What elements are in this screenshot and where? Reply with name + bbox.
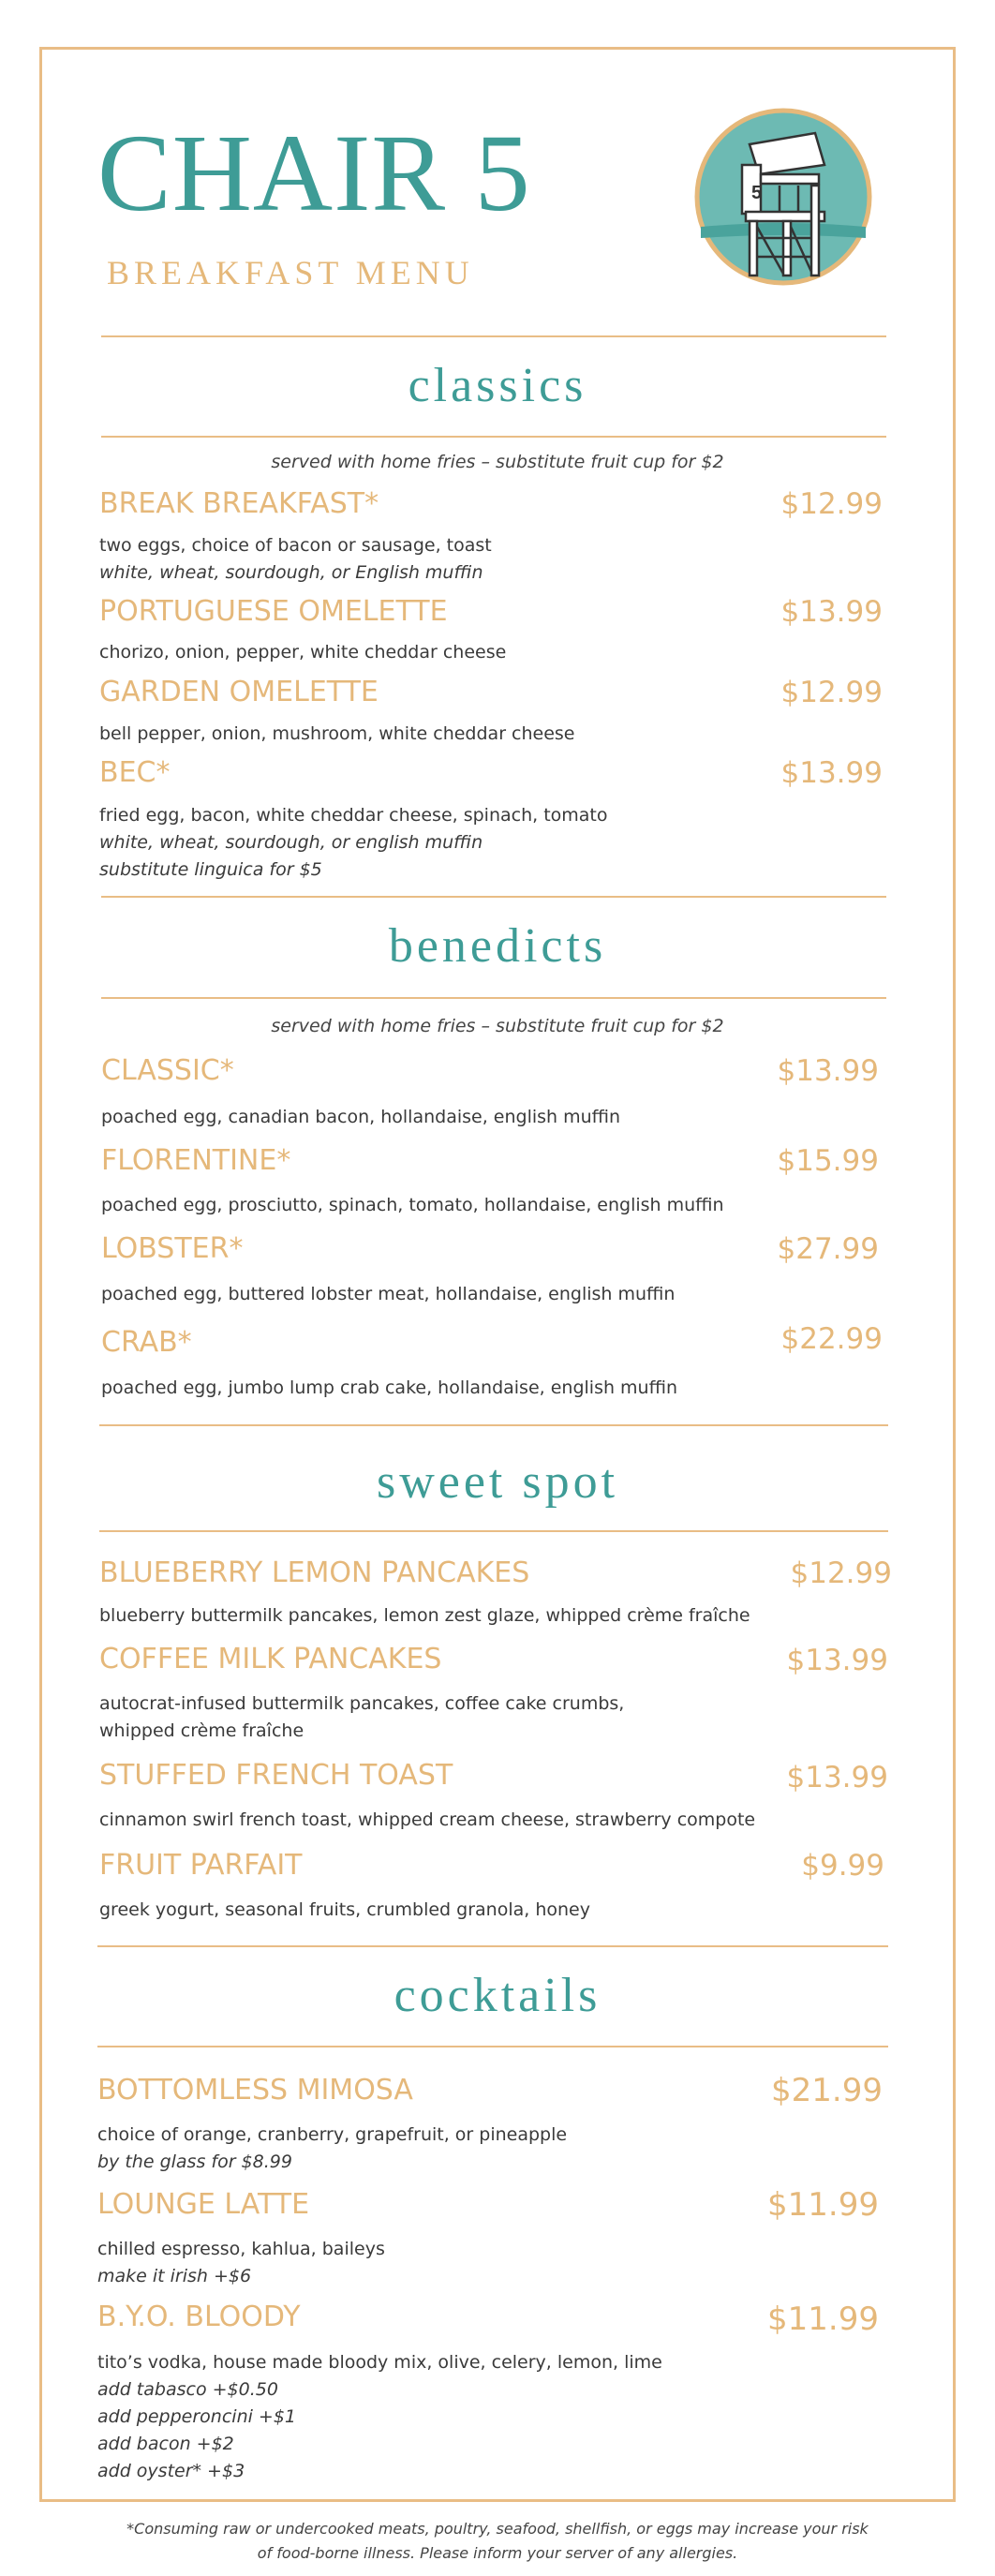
- divider: [97, 1945, 888, 1947]
- item-name: BOTTOMLESS MIMOSA: [97, 2074, 413, 2107]
- divider: [101, 436, 886, 438]
- item-description: poached egg, canadian bacon, hollandaise, english muffin: [101, 1107, 621, 1127]
- item-price: $12.99: [780, 676, 883, 709]
- item-description: blueberry buttermilk pancakes, lemon zest glaze, whipped crème fraîche: [99, 1605, 750, 1626]
- item-name: FLORENTINE*: [101, 1144, 291, 1177]
- item-name: CRAB*: [101, 1326, 192, 1359]
- divider: [99, 1530, 888, 1532]
- divider: [99, 1424, 888, 1426]
- item-description: chilled espresso, kahlua, baileys make it irish +$6: [97, 2239, 385, 2286]
- item-description: fried egg, bacon, white cheddar cheese, spinach, tomato white, wheat, sourdough, or english muffin substitute linguica for $5: [99, 805, 608, 880]
- item-name: BREAK BREAKFAST*: [99, 487, 379, 520]
- item-price: $15.99: [777, 1144, 879, 1178]
- item-price: $13.99: [786, 1761, 888, 1794]
- item-name: LOBSTER*: [101, 1232, 244, 1265]
- item-name: BEC*: [99, 756, 171, 789]
- item-price: $13.99: [777, 1054, 879, 1088]
- item-name: B.Y.O. BLOODY: [97, 2301, 301, 2333]
- item-price: $22.99: [780, 1322, 883, 1356]
- menu-subtitle: BREAKFAST MENU: [107, 254, 474, 291]
- section-title-cocktails: cocktails: [394, 1969, 601, 2022]
- item-description: poached egg, buttered lobster meat, hollandaise, english muffin: [101, 1284, 676, 1304]
- item-price: $12.99: [790, 1556, 892, 1590]
- item-price: $13.99: [780, 756, 883, 790]
- section-title-classics: classics: [408, 359, 587, 412]
- disclaimer-line: of food-borne illness. Please inform your server of any allergies.: [257, 2544, 738, 2562]
- section-title-benedicts: benedicts: [388, 919, 607, 973]
- item-name: BLUEBERRY LEMON PANCAKES: [99, 1556, 530, 1589]
- item-description: two eggs, choice of bacon or sausage, toast white, wheat, sourdough, or English muffin: [99, 535, 492, 583]
- item-price: $21.99: [771, 2072, 883, 2109]
- divider: [101, 335, 886, 337]
- item-name: FRUIT PARFAIT: [99, 1849, 303, 1882]
- disclaimer-line: *Consuming raw or undercooked meats, poultry, seafood, shellfish, or eggs may increase your risk: [126, 2520, 869, 2538]
- item-price: $11.99: [767, 2186, 879, 2224]
- section-title-sweet-spot: sweet spot: [376, 1455, 619, 1509]
- item-name: STUFFED FRENCH TOAST: [99, 1759, 453, 1792]
- divider: [101, 997, 886, 999]
- classics-note: served with home fries – substitute fruit cup for $2: [271, 452, 724, 472]
- item-price: $13.99: [780, 595, 883, 629]
- allergy-disclaimer: [0, 2517, 995, 2566]
- item-name: PORTUGUESE OMELETTE: [99, 595, 448, 628]
- item-price: $27.99: [777, 1232, 879, 1266]
- item-price: $12.99: [780, 487, 883, 521]
- item-price: $13.99: [786, 1644, 888, 1677]
- item-name: LOUNGE LATTE: [97, 2188, 310, 2221]
- lifeguard-chair-logo-icon: [693, 107, 873, 287]
- item-description: poached egg, jumbo lump crab cake, hollandaise, english muffin: [101, 1377, 678, 1398]
- item-description: poached egg, prosciutto, spinach, tomato, hollandaise, english muffin: [101, 1195, 724, 1215]
- restaurant-name: CHAIR 5: [97, 112, 531, 234]
- benedicts-note: served with home fries – substitute fruit cup for $2: [271, 1016, 724, 1036]
- item-price: $9.99: [801, 1849, 884, 1883]
- item-description: autocrat-infused buttermilk pancakes, coffee cake crumbs, whipped crème fraîche: [99, 1693, 625, 1741]
- item-description: chorizo, onion, pepper, white cheddar cheese: [99, 642, 507, 663]
- item-description: choice of orange, cranberry, grapefruit, or pineapple by the glass for $8.99: [97, 2124, 568, 2172]
- item-name: GARDEN OMELETTE: [99, 676, 379, 708]
- item-description: cinnamon swirl french toast, whipped cream cheese, strawberry compote: [99, 1809, 756, 1830]
- item-description: bell pepper, onion, mushroom, white cheddar cheese: [99, 723, 575, 744]
- item-name: COFFEE MILK PANCAKES: [99, 1643, 442, 1675]
- item-description: greek yogurt, seasonal fruits, crumbled granola, honey: [99, 1899, 590, 1920]
- logo-letter: 5: [751, 183, 763, 203]
- divider: [101, 896, 886, 898]
- item-description: tito’s vodka, house made bloody mix, olive, celery, lemon, lime add tabasco +$0.50 add pepperoncini +$1 add bacon +$2 add oyster* +$3: [97, 2352, 662, 2481]
- item-price: $11.99: [767, 2301, 879, 2338]
- item-name: CLASSIC*: [101, 1054, 234, 1087]
- divider: [97, 2046, 888, 2047]
